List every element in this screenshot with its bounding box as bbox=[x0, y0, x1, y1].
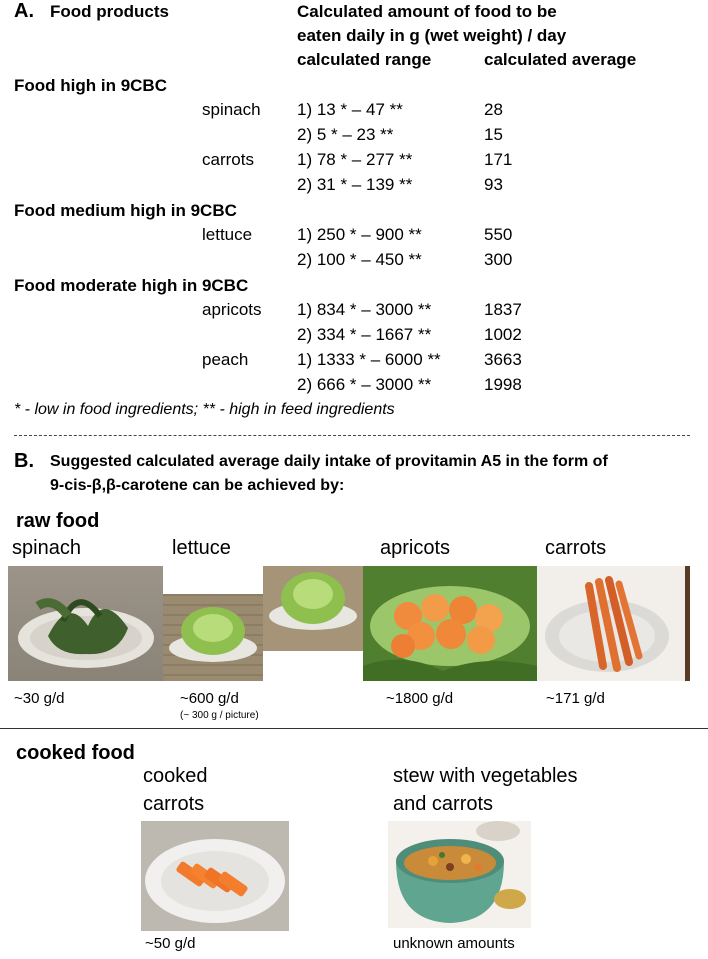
raw-label-carrots: carrots bbox=[545, 537, 607, 559]
cooked-food-title: cooked food bbox=[16, 742, 135, 764]
food-name-carrots: carrots bbox=[202, 150, 254, 169]
food-name-apricots: apricots bbox=[202, 300, 262, 319]
average-cell: 1998 bbox=[484, 375, 522, 394]
cooked-label-stew-2: and carrots bbox=[393, 793, 494, 815]
average-cell: 93 bbox=[484, 175, 503, 194]
section-b-letter: B. bbox=[14, 450, 34, 472]
cooked-label-carrots-2: carrots bbox=[143, 793, 205, 815]
average-cell: 300 bbox=[484, 250, 513, 269]
range-cell: 2) 666 * – 3000 ** bbox=[297, 375, 432, 394]
carrots-photo bbox=[537, 566, 690, 681]
range-cell: 1) 78 * – 277 ** bbox=[297, 150, 413, 169]
average-cell: 171 bbox=[484, 150, 513, 169]
footnote: * - low in food ingredients; ** - high in feed ingredients bbox=[14, 401, 395, 418]
lettuce-photo bbox=[163, 566, 363, 681]
average-cell: 28 bbox=[484, 100, 503, 119]
average-cell: 15 bbox=[484, 125, 503, 144]
range-cell: 2) 334 * – 1667 ** bbox=[297, 325, 432, 344]
section-divider bbox=[14, 435, 690, 436]
raw-amount-lettuce: ~600 g/d bbox=[180, 690, 239, 707]
col-header-amount-2: eaten daily in g (wet weight) / day bbox=[297, 26, 567, 45]
raw-label-lettuce: lettuce bbox=[172, 537, 231, 559]
cooked-carrots-photo bbox=[141, 821, 289, 931]
section-b-heading-1: Suggested calculated average daily intake of provitamin A5 in the form of bbox=[50, 453, 608, 470]
range-cell: 1) 1333 * – 6000 ** bbox=[297, 350, 441, 369]
col-header-average: calculated average bbox=[484, 50, 637, 69]
average-cell: 550 bbox=[484, 225, 513, 244]
range-cell: 1) 834 * – 3000 ** bbox=[297, 300, 432, 319]
average-cell: 1002 bbox=[484, 325, 522, 344]
cooked-amount-carrots: ~50 g/d bbox=[145, 935, 196, 952]
raw-amount-carrots: ~171 g/d bbox=[546, 690, 605, 707]
apricots-photo bbox=[363, 566, 537, 681]
raw-amount-spinach: ~30 g/d bbox=[14, 690, 65, 707]
food-name-peach: peach bbox=[202, 350, 249, 369]
cooked-amount-stew: unknown amounts bbox=[393, 935, 515, 952]
group-title: Food high in 9CBC bbox=[14, 76, 167, 95]
section-a-letter: A. bbox=[14, 0, 34, 22]
col-header-products: Food products bbox=[50, 2, 169, 21]
range-cell: 2) 5 * – 23 ** bbox=[297, 125, 394, 144]
range-cell: 2) 100 * – 450 ** bbox=[297, 250, 422, 269]
col-header-range: calculated range bbox=[297, 50, 432, 69]
raw-label-apricots: apricots bbox=[380, 537, 451, 559]
raw-note-lettuce: (~ 300 g / picture) bbox=[180, 710, 259, 721]
section-b-heading-2: 9-cis-β,β-carotene can be achieved by: bbox=[50, 477, 345, 494]
raw-amount-apricots: ~1800 g/d bbox=[386, 690, 454, 707]
group-title: Food moderate high in 9CBC bbox=[14, 276, 249, 295]
stew-photo bbox=[388, 821, 531, 928]
cooked-label-stew-1: stew with vegetables bbox=[393, 765, 578, 787]
col-header-amount-1: Calculated amount of food to be bbox=[297, 2, 557, 21]
raw-label-spinach: spinach bbox=[12, 537, 81, 559]
range-cell: 1) 250 * – 900 ** bbox=[297, 225, 422, 244]
food-name-spinach: spinach bbox=[202, 100, 261, 119]
raw-food-title: raw food bbox=[16, 510, 100, 532]
average-cell: 1837 bbox=[484, 300, 522, 319]
spinach-photo bbox=[8, 566, 163, 681]
raw-cooked-divider bbox=[0, 728, 708, 729]
group-title: Food medium high in 9CBC bbox=[14, 201, 237, 220]
range-cell: 1) 13 * – 47 ** bbox=[297, 100, 403, 119]
cooked-label-carrots-1: cooked bbox=[143, 765, 208, 787]
food-name-lettuce: lettuce bbox=[202, 225, 253, 244]
range-cell: 2) 31 * – 139 ** bbox=[297, 175, 413, 194]
average-cell: 3663 bbox=[484, 350, 522, 369]
